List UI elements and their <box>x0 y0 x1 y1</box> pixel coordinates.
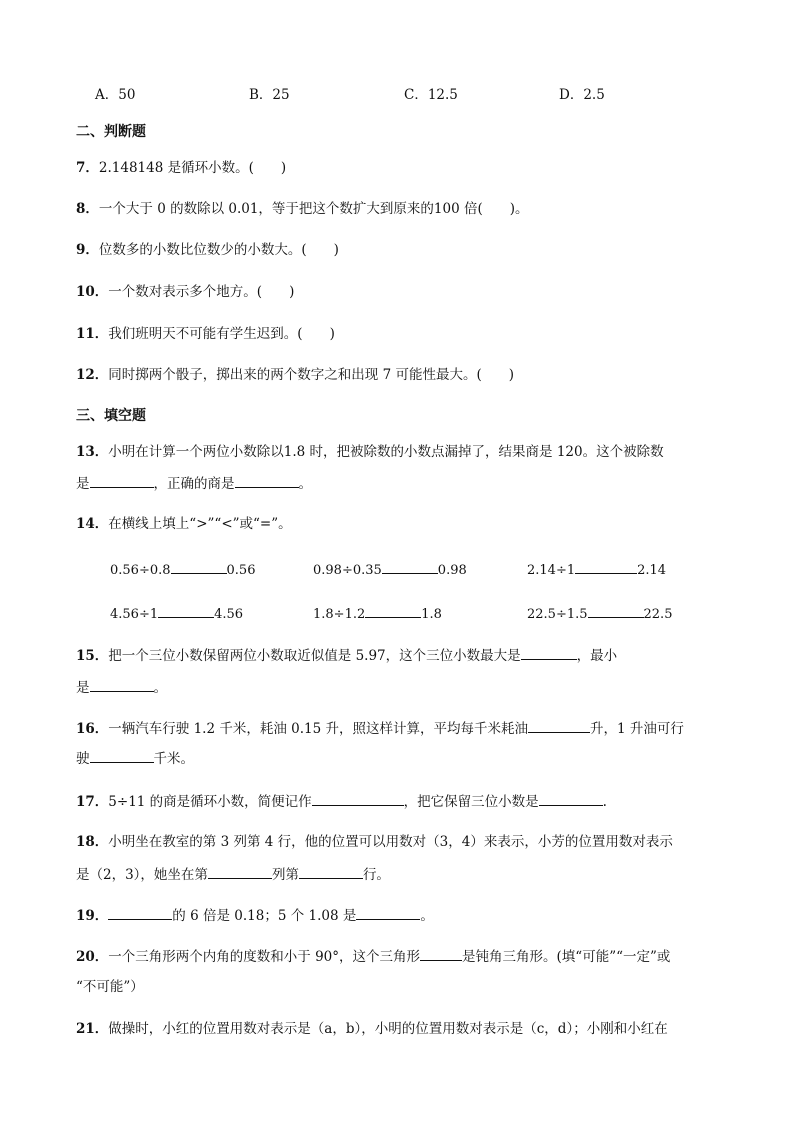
expression: 0.56 <box>226 563 256 578</box>
question-number: 7． <box>76 160 99 176</box>
question-number: 11． <box>76 326 109 342</box>
answer-blank[interactable] <box>365 603 421 618</box>
text-fragment: ，正确的商是 <box>153 476 235 492</box>
section-heading-judgement: 二、判断题 <box>76 124 146 140</box>
expression: 0.98÷0.35 <box>313 563 382 578</box>
question-number: 19． <box>76 908 109 924</box>
question-number: 12． <box>76 367 109 383</box>
section-heading-fill-blank: 三、填空题 <box>76 408 146 424</box>
expression: 22.5÷1.5 <box>527 607 588 622</box>
question-text: 小明在计算一个两位小数除以1.8 时，把被除数的小数点漏掉了，结果商是 120。这个被除数 <box>108 444 664 460</box>
question-text: 一辆汽车行驶 1.2 千米，耗油 0.15 升，照这样计算，平均每千米耗油 <box>108 721 528 737</box>
question-number: 18． <box>76 834 109 850</box>
expression: 2.14÷1 <box>527 563 576 578</box>
compare-item-2 <box>313 559 467 578</box>
question-20 <box>76 946 670 966</box>
question-text: 2.148148 是循环小数。( ) <box>98 160 287 176</box>
question-number: 9． <box>76 242 99 258</box>
expression: 0.56÷0.8 <box>110 563 171 578</box>
question-number: 15． <box>76 648 109 664</box>
question-16 <box>76 718 684 738</box>
text-fragment: ，最小 <box>576 648 618 664</box>
answer-blank[interactable] <box>90 473 154 488</box>
question-18-line2 <box>76 864 390 884</box>
text-fragment: 千米。 <box>153 751 194 767</box>
text-fragment: 。 <box>420 908 434 924</box>
answer-blank[interactable] <box>575 559 637 574</box>
question-text: 一个数对表示多个地方。( ) <box>108 284 295 300</box>
question-text: 在横线上填上“>”“<”或“=”。 <box>108 516 292 532</box>
answer-blank[interactable] <box>382 559 438 574</box>
question-11 <box>76 325 335 343</box>
question-17 <box>76 791 607 811</box>
question-12 <box>76 366 514 384</box>
text-fragment: 升，1 升油可行 <box>590 721 684 737</box>
question-text: 的 6 倍是 0.18；5 个 1.08 是 <box>172 908 357 924</box>
question-9 <box>76 241 339 259</box>
question-text: 把一个三位小数保留两位小数取近似值是 5.97，这个三位小数最大是 <box>108 648 521 664</box>
question-19 <box>76 905 434 925</box>
compare-item-6 <box>527 603 672 622</box>
text-fragment: ，把它保留三位小数是 <box>403 794 539 810</box>
answer-blank[interactable] <box>299 864 363 879</box>
compare-item-4 <box>110 603 243 622</box>
answer-blank[interactable] <box>171 559 227 574</box>
answer-blank[interactable] <box>90 677 154 692</box>
expression: 1.8 <box>421 607 442 622</box>
answer-blank[interactable] <box>158 603 214 618</box>
expression: 1.8÷1.2 <box>313 607 366 622</box>
answer-blank[interactable] <box>420 946 462 961</box>
answer-blank[interactable] <box>588 603 644 618</box>
answer-blank[interactable] <box>235 473 299 488</box>
answer-blank[interactable] <box>539 791 603 806</box>
question-13 <box>76 443 664 461</box>
text-fragment: 驶 <box>76 751 90 767</box>
question-13-line2 <box>76 473 312 493</box>
expression: 4.56÷1 <box>110 607 159 622</box>
question-text: 位数多的小数比位数少的小数大。( ) <box>98 242 339 258</box>
question-text: 一个大于 0 的数除以 0.01，等于把这个数扩大到原来的100 倍( )。 <box>98 201 529 217</box>
question-15 <box>76 645 617 665</box>
answer-blank[interactable] <box>521 645 577 660</box>
text-fragment: 是 <box>76 680 90 696</box>
option-a: A．50 <box>95 87 136 103</box>
text-fragment: 是 <box>76 476 90 492</box>
option-d: D．2.5 <box>559 87 605 103</box>
text-fragment: 列第 <box>271 867 299 883</box>
question-7 <box>76 159 286 177</box>
expression: 0.98 <box>437 563 467 578</box>
question-number: 20． <box>76 949 109 965</box>
question-number: 17． <box>76 794 109 810</box>
text-fragment: 是钝角三角形。(填“可能”“一定”或 <box>462 949 671 965</box>
question-20-line2 <box>76 978 144 996</box>
compare-item-3 <box>527 559 666 578</box>
text-fragment: 。 <box>298 476 312 492</box>
question-text: 5÷11 的商是循环小数，简便记作 <box>108 794 312 810</box>
question-text: 小明坐在教室的第 3 列第 4 行，他的位置可以用数对（3，4）来表示，小芳的位置用数对表示 <box>108 834 673 850</box>
question-15-line2 <box>76 677 167 697</box>
text-fragment: . <box>602 794 607 810</box>
option-b: B．25 <box>249 87 290 103</box>
compare-item-5 <box>313 603 442 622</box>
text-fragment: 。 <box>153 680 167 696</box>
answer-blank[interactable] <box>356 905 420 920</box>
text-fragment: “不可能”） <box>76 979 144 995</box>
question-16-line2 <box>76 748 194 768</box>
answer-blank[interactable] <box>108 905 172 920</box>
question-number: 10． <box>76 284 109 300</box>
question-18 <box>76 833 673 851</box>
expression: 4.56 <box>214 607 244 622</box>
question-text: 我们班明天不可能有学生迟到。( ) <box>108 326 335 342</box>
expression: 22.5 <box>643 607 673 622</box>
text-fragment: 行。 <box>362 867 390 883</box>
question-number: 14． <box>76 516 109 532</box>
question-number: 21． <box>76 1021 109 1037</box>
answer-blank[interactable] <box>208 864 272 879</box>
answer-blank[interactable] <box>312 791 404 806</box>
question-text: 做操时，小红的位置用数对表示是（a，b），小明的位置用数对表示是（c，d）；小刚和小红在 <box>108 1021 668 1037</box>
compare-item-1 <box>110 559 255 578</box>
question-number: 16． <box>76 721 109 737</box>
expression: 2.14 <box>637 563 667 578</box>
option-c: C．12.5 <box>404 87 458 103</box>
question-text: 同时掷两个骰子，掷出来的两个数字之和出现 7 可能性最大。( ) <box>108 367 515 383</box>
answer-blank[interactable] <box>528 718 590 733</box>
question-21 <box>76 1020 668 1038</box>
question-14 <box>76 515 292 533</box>
question-8 <box>76 200 529 218</box>
question-text: 一个三角形两个内角的度数和小于 90°，这个三角形 <box>108 949 421 965</box>
answer-blank[interactable] <box>90 748 154 763</box>
text-fragment: 是（2，3），她坐在第 <box>76 867 208 883</box>
question-number: 8． <box>76 201 99 217</box>
question-10 <box>76 283 294 301</box>
question-number: 13． <box>76 444 109 460</box>
